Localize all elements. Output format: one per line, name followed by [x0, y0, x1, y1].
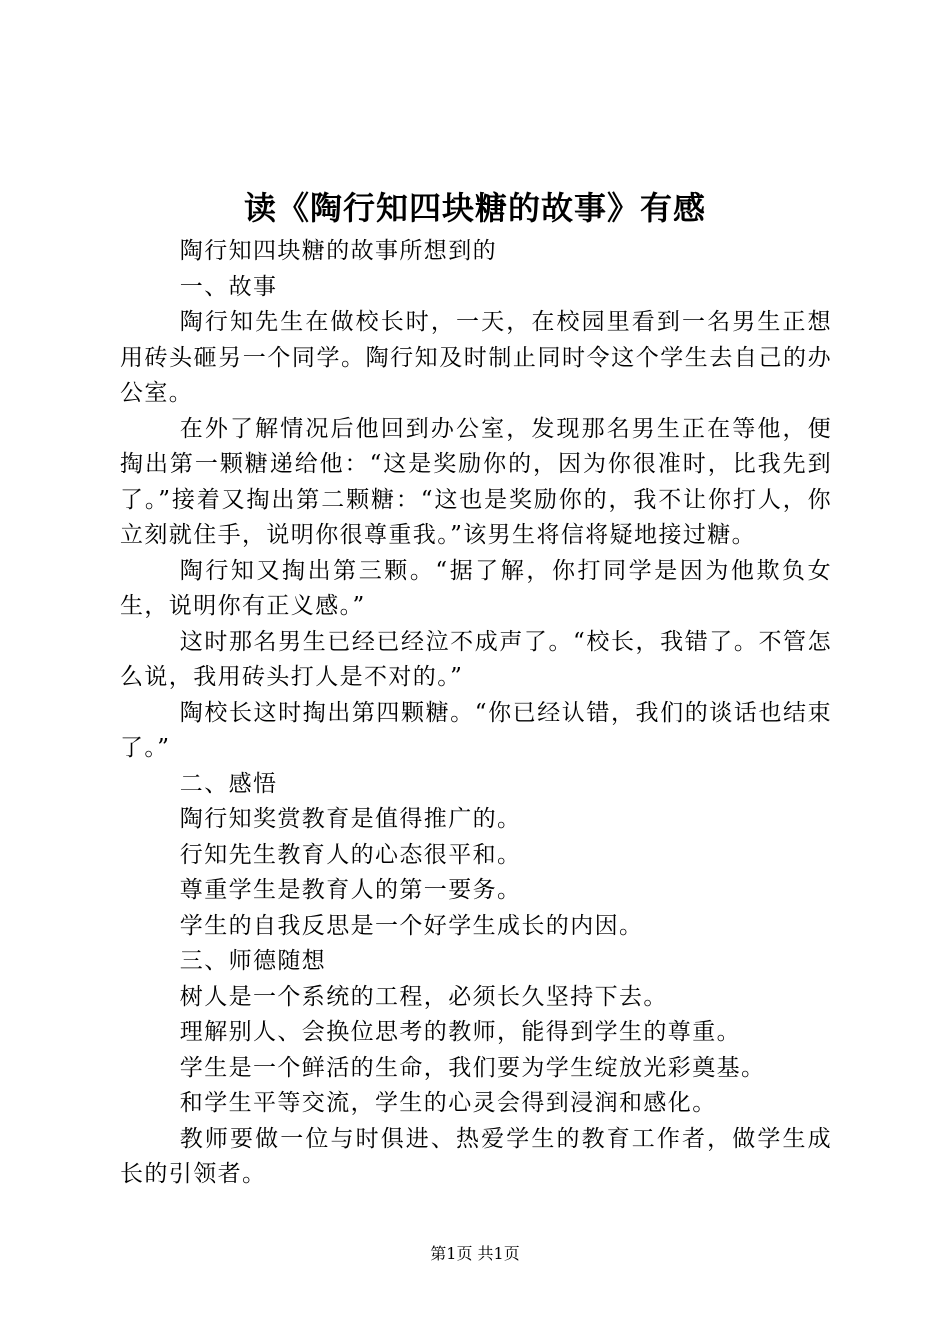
paragraph: 陶行知奖赏教育是值得推广的。	[179, 806, 522, 832]
paragraph: 陶校长这时掏出第四颗糖。“你已经认错，我们的谈话也结束了。”	[120, 699, 832, 761]
page-number-footer: 第1页 共1页	[430, 1244, 520, 1263]
paragraph: 这时那名男生已经已经泣不成声了。“校长，我错了。不管怎么说，我用砖头打人是不对的。”	[120, 628, 832, 690]
document-body	[120, 234, 832, 1193]
paragraph: 学生是一个鲜活的生命，我们要为学生绽放光彩奠基。	[179, 1054, 766, 1081]
paragraph: 和学生平等交流，学生的心灵会得到浸润和感化。	[179, 1090, 717, 1116]
paragraph: 行知先生教育人的心态很平和。	[179, 841, 522, 868]
section-heading-story: 一、故事	[179, 273, 278, 300]
paragraph: 教师要做一位与时俱进、热爱学生的教育工作者，做学生成长的引领者。	[120, 1125, 832, 1187]
paragraph: 树人是一个系统的工程，必须长久坚持下去。	[179, 983, 668, 1010]
document-title: 读《陶行知四块糖的故事》有感	[243, 189, 706, 227]
paragraph: 陶行知又掏出第三颗。“据了解，你打同学是因为他欺负女生，说明你有正义感。”	[120, 557, 832, 619]
paragraph: 尊重学生是教育人的第一要务。	[179, 877, 522, 903]
paragraph: 学生的自我反思是一个好学生成长的内因。	[179, 912, 644, 939]
paragraph-subtitle: 陶行知四块糖的故事所想到的	[179, 238, 497, 264]
section-heading-ethics: 三、师德随想	[179, 948, 327, 974]
paragraph: 陶行知先生在做校长时，一天，在校园里看到一名男生正想用砖头砸另一个同学。陶行知及时制止同时令这个学生去自己的办公室。	[120, 309, 832, 406]
paragraph: 在外了解情况后他回到办公室，发现那名男生正在等他，便掏出第一颗糖递给他：“这是奖励你的，因为你很准时，比我先到了。”接着又掏出第二颗糖：“这也是奖励你的，我不让你打人，你立刻就住手，说明你很尊重我。”该男生将信将疑地接过糖。	[120, 415, 832, 548]
paragraph: 理解别人、会换位思考的教师，能得到学生的尊重。	[179, 1019, 741, 1045]
section-heading-insights: 二、感悟	[179, 770, 278, 797]
